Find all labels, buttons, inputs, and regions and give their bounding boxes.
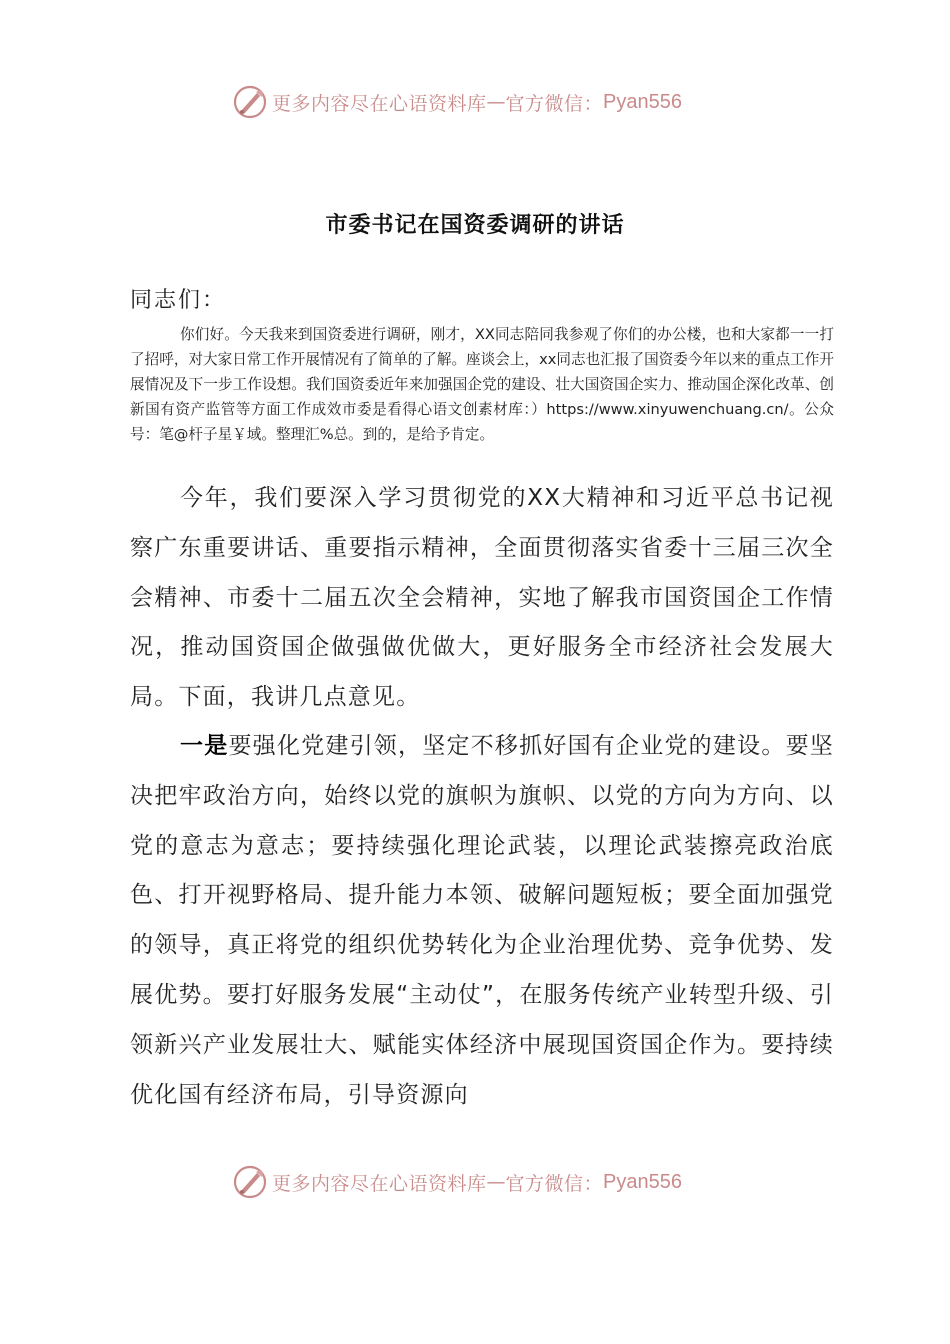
banner-label: 官方微信： — [505, 92, 604, 115]
banner-label: 官方微信： — [505, 1172, 604, 1195]
footer-watermark-banner — [232, 1162, 752, 1202]
quill-pen-logo-icon — [232, 84, 268, 120]
paragraph-lead: 一是 — [180, 733, 229, 759]
banner-separator: — — [486, 1171, 506, 1193]
banner-handle: Pyan556 — [603, 1170, 682, 1193]
header-watermark-banner — [232, 82, 752, 122]
body-paragraph-2 — [130, 722, 834, 1120]
intro-paragraph: 你们好。今天我来到国资委进行调研，刚才，XX同志陪同我参观了你们的办公楼，也和大家都一一打了招呼，对大家日常工作开展情况有了简单的了解。座谈会上，xx同志也汇报了国资委今年以来的重点工作开展情况及下一步工作设想。我们国资委近年来加强国企党的建设、壮大国资国企实力、推动国企深化改革、创新国有资产监管等方面工作成效市委是看得心语文创素材库：）https://www.xinyuwenchuang.cn/。公众号：笔@杆子星￥域。整理汇%总。到的，是给予肯定。 — [130, 326, 834, 443]
banner-separator: — — [486, 91, 506, 113]
banner-text: 更多内容尽在心语资料库 — [272, 92, 487, 115]
quill-pen-logo-icon — [232, 1164, 268, 1200]
paragraph-2-text: 要强化党建引领，坚定不移抓好国有企业党的建设。要坚决把牢政治方向，始终以党的旗帜为旗帜、以党的方向为方向、以党的意志为意志；要持续强化理论武装，以理论武装擦亮政治底色、打开视野格局、提升能力本领、破解问题短板；要全面加强党的领导，真正将党的组织优势转化为企业治理优势、竞争优势、发展优势。要打好服务发展“主动仗”，在服务传统产业转型升级、引领新兴产业发展壮大、赋能实体经济中展现国资国企作为。要持续优化国有经济布局，引导资源向 — [130, 733, 835, 1108]
banner-text: 更多内容尽在心语资料库 — [272, 1172, 487, 1195]
banner-handle: Pyan556 — [603, 90, 682, 113]
salutation: 同志们： — [130, 288, 227, 313]
body-paragraph-1: 今年，我们要深入学习贯彻党的XX大精神和习近平总书记视察广东重要讲话、重要指示精神，全面贯彻落实省委十三届三次全会精神、市委十二届五次全会精神，实地了解我市国资国企工作情况，推动国资国企做强做优做大，更好服务全市经济社会发展大局。下面，我讲几点意见。 — [130, 485, 834, 711]
document-title: 市委书记在国资委调研的讲话 — [325, 213, 625, 238]
